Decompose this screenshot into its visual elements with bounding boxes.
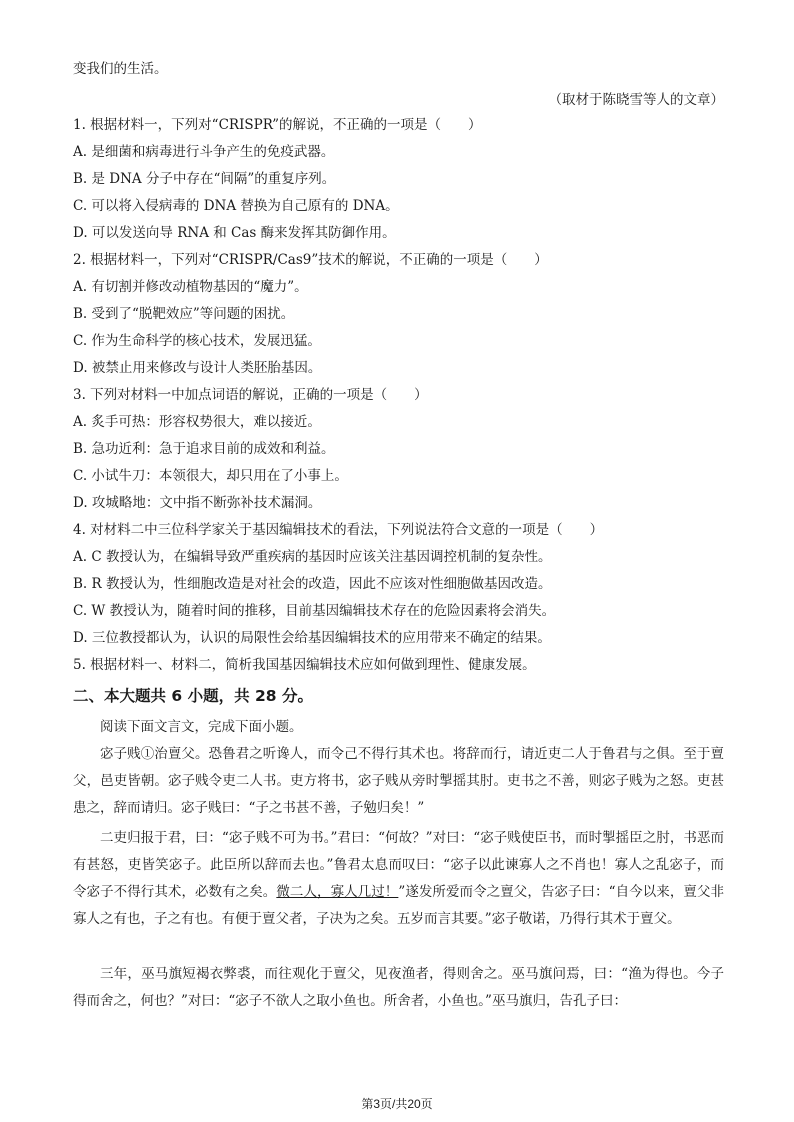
classical-paragraph-2: [73, 825, 724, 933]
instruction-line: 阅读下面文言文，完成下面小题。: [100, 719, 303, 735]
option-line: D. 可以发送向导 RNA 和 Cas 酶来发挥其防御作用。: [73, 225, 396, 241]
option-line: B. 急功近利：急于追求目前的成效和利益。: [73, 441, 335, 457]
option-line: D. 被禁止用来修改与设计人类胚胎基因。: [73, 360, 322, 376]
option-line: C. 小试牛刀：本领很大，却只用在了小事上。: [73, 468, 348, 484]
option-line: C. 可以将入侵病毒的 DNA 替换为自己原有的 DNA。: [73, 198, 399, 214]
underlined-sentence: 微二人，寡人几过！: [276, 884, 399, 900]
classical-paragraph-3: 三年，巫马旗短褐衣弊裘，而往观化于亶父，见夜渔者，得则舍之。巫马旗问焉，曰：“渔为得也。今子得而舍之，何也？”对曰：“宓子不欲人之取小鱼也。所舍者，小鱼也。”巫马旗归，告孔子曰：: [73, 966, 724, 1009]
question-line: 5. 根据材料一、材料二，简析我国基因编辑技术应如何做到理性、健康发展。: [73, 657, 536, 673]
option-line: B. R 教授认为，性细胞改造是对社会的改造，因此不应该对性细胞做基因改造。: [73, 576, 552, 592]
option-line: D. 攻城略地：文中指不断弥补技术漏洞。: [73, 495, 322, 511]
option-line: A. 炙手可热：形容权势很大，难以接近。: [73, 414, 321, 430]
classical-paragraph-1: 宓子贱①治亶父。恐鲁君之听谗人，而令己不得行其术也。将辞而行，请近吏二人于鲁君与之俱。至于亶父，邑吏皆朝。宓子贱令吏二人书。吏方将书，宓子贱从旁时掣摇其肘。吏书之不善，则宓子贱为之怒。吏甚患之，辞而请归。宓子贱曰：“子之书甚不善，子勉归矣！”: [73, 746, 724, 816]
paragraph-text: 二吏归报于君，曰：“宓子贱不可为书。”君曰：“何故？”对曰：“宓子贱使臣书，而时掣摇臣之肘，书恶而有甚怒，吏皆笑宓子。此臣所以辞而去也。”鲁君太息而叹曰：“宓子以此谏寡人之不肖也！寡人之乱宓子，而令宓子不得行其术，必数有之矣。: [73, 830, 724, 900]
option-line: A. 是细菌和病毒进行斗争产生的免疫武器。: [73, 144, 335, 160]
option-line: B. 是 DNA 分子中存在“间隔”的重复序列。: [73, 171, 336, 187]
paragraph-text: ”遂发所爱而令之亶父，告宓子曰：“自今以来，亶父非寡人之有也，子之有也。有便于亶父者，子决为之矣。五岁而言其要。”宓子敬诺，乃得行其术于亶父。: [73, 884, 725, 927]
question-line: 1. 根据材料一，下列对“CRISPR”的解说，不正确的一项是（ ）: [73, 117, 482, 133]
question-line: 3. 下列对材料一中加点词语的解说，正确的一项是（ ）: [73, 387, 428, 403]
section-heading: 二、本大题共 6 小题，共 28 分。: [73, 687, 313, 705]
question-line: 4. 对材料二中三位科学家关于基因编辑技术的看法，下列说法符合文意的一项是（ ）: [73, 522, 604, 538]
option-line: A. 有切割并修改动植物基因的“魔力”。: [73, 279, 308, 295]
option-line: A. C 教授认为，在编辑导致严重疾病的基因时应该关注基因调控机制的复杂性。: [73, 549, 552, 565]
source-citation: （取材于陈晓雪等人的文章）: [548, 92, 724, 108]
option-line: C. W 教授认为，随着时间的推移，目前基因编辑技术存在的危险因素将会消失。: [73, 603, 556, 619]
page-footer: 第3页/共20页: [361, 1097, 433, 1111]
option-line: B. 受到了“脱靶效应”等问题的困扰。: [73, 306, 295, 322]
option-line: C. 作为生命科学的核心技术，发展迅猛。: [73, 333, 321, 349]
question-line: 2. 根据材料一，下列对“CRISPR/Cas9”技术的解说，不正确的一项是（ ）: [73, 252, 548, 268]
top-line: 变我们的生活。: [73, 61, 168, 77]
option-line: D. 三位教授都认为，认识的局限性会给基因编辑技术的应用带来不确定的结果。: [73, 630, 551, 646]
